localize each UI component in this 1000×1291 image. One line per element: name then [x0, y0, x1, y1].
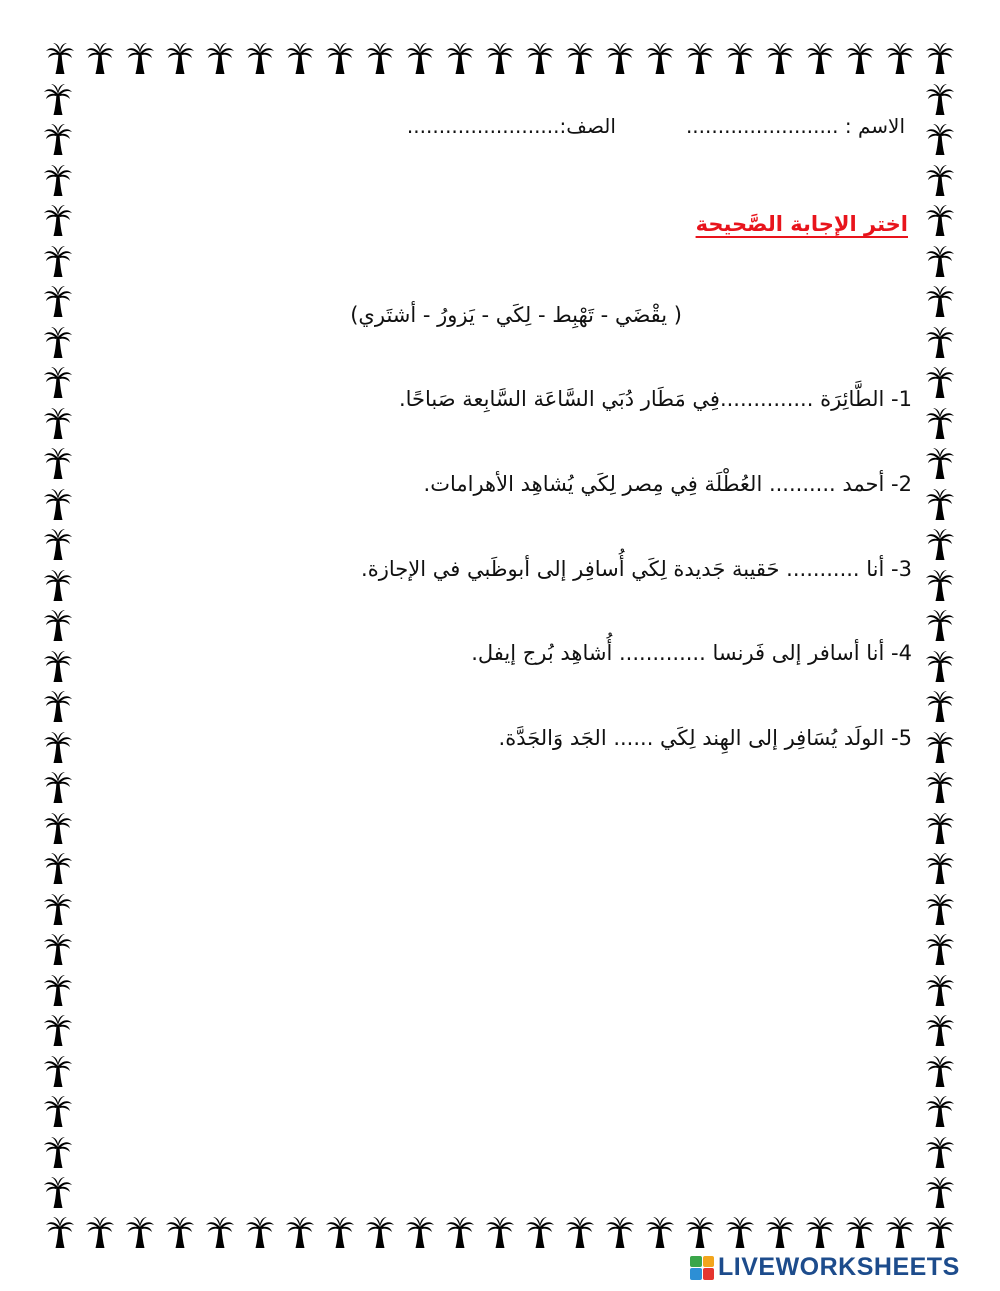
palm-tree-icon	[885, 1215, 915, 1249]
palm-tree-icon	[125, 1215, 155, 1249]
palm-tree-icon	[925, 649, 955, 683]
palm-tree-icon	[925, 325, 955, 359]
palm-tree-icon	[925, 365, 955, 399]
palm-tree-icon	[925, 811, 955, 845]
palm-tree-icon	[925, 527, 955, 561]
palm-tree-icon	[925, 41, 955, 75]
student-info-header	[407, 114, 905, 138]
palm-tree-icon	[43, 487, 73, 521]
palm-tree-icon	[43, 1135, 73, 1169]
palm-tree-icon	[925, 284, 955, 318]
class-field-label: الصف:........................	[406, 114, 616, 138]
question-4: 4- أنا أسافر إلى فَرنسا ............. أُشاهِد بُرج إيفل.	[471, 641, 912, 665]
palm-tree-icon	[445, 41, 475, 75]
palm-tree-icon	[43, 973, 73, 1007]
palm-tree-icon	[285, 41, 315, 75]
question-3: 3- أنا ........... حَقيبة جَديدة لِكَي أُسافِر إلى أبوظَبي في الإجازة.	[361, 557, 912, 581]
palm-tree-icon	[43, 244, 73, 278]
palm-tree-icon	[43, 527, 73, 561]
palm-tree-icon	[925, 892, 955, 926]
palm-tree-icon	[645, 1215, 675, 1249]
liveworksheets-logo	[690, 1253, 960, 1282]
palm-tree-icon	[445, 1215, 475, 1249]
palm-tree-icon	[365, 1215, 395, 1249]
palm-tree-icon	[845, 41, 875, 75]
palm-tree-icon	[725, 1215, 755, 1249]
instruction-title: اختر الإجابة الصَّحيحة	[695, 212, 908, 236]
palm-tree-icon	[525, 41, 555, 75]
palm-tree-icon	[925, 487, 955, 521]
palm-tree-icon	[925, 851, 955, 885]
palm-tree-icon	[925, 932, 955, 966]
palm-tree-icon	[43, 284, 73, 318]
palm-tree-icon	[925, 1215, 955, 1249]
palm-tree-icon	[165, 1215, 195, 1249]
palm-tree-icon	[43, 1094, 73, 1128]
palm-tree-icon	[685, 41, 715, 75]
palm-tree-icon	[805, 41, 835, 75]
palm-tree-icon	[925, 608, 955, 642]
palm-tree-icon	[325, 1215, 355, 1249]
palm-tree-icon	[43, 446, 73, 480]
palm-tree-icon	[925, 689, 955, 723]
palm-tree-icon	[925, 1013, 955, 1047]
question-5: 5- الولَد يُسَافِر إلى الهِند لِكَي ...... الجَد وَالجَدَّة.	[498, 726, 912, 750]
palm-tree-icon	[43, 851, 73, 885]
palm-tree-icon	[43, 811, 73, 845]
palm-tree-icon	[725, 41, 755, 75]
palm-tree-icon	[765, 1215, 795, 1249]
palm-tree-icon	[43, 568, 73, 602]
live-badge-icon	[690, 1256, 714, 1280]
palm-tree-icon	[365, 41, 395, 75]
palm-tree-icon	[925, 1094, 955, 1128]
name-field-label: الاسم : ........................	[685, 114, 905, 138]
palm-tree-icon	[925, 82, 955, 116]
palm-tree-icon	[525, 1215, 555, 1249]
palm-tree-icon	[845, 1215, 875, 1249]
palm-tree-icon	[43, 770, 73, 804]
palm-tree-icon	[125, 41, 155, 75]
palm-tree-icon	[43, 608, 73, 642]
palm-tree-icon	[43, 1175, 73, 1209]
palm-tree-icon	[685, 1215, 715, 1249]
palm-tree-icon	[285, 1215, 315, 1249]
palm-tree-icon	[43, 1013, 73, 1047]
palm-tree-icon	[605, 1215, 635, 1249]
palm-tree-icon	[43, 163, 73, 197]
palm-tree-icon	[325, 41, 355, 75]
palm-tree-icon	[43, 892, 73, 926]
palm-tree-icon	[205, 1215, 235, 1249]
palm-tree-icon	[485, 41, 515, 75]
palm-tree-icon	[405, 41, 435, 75]
question-1: 1- الطَّائِرَة ..............فِي مَطَار دُبَي السَّاعَة السَّابِعة صَباحًا.	[398, 387, 912, 411]
palm-tree-icon	[605, 41, 635, 75]
palm-tree-icon	[43, 406, 73, 440]
question-2: 2- أحمد .......... العُطْلَة فِي مِصر لِكَي يُشاهِد الأهرامات.	[423, 472, 912, 496]
palm-tree-icon	[925, 568, 955, 602]
palm-tree-icon	[43, 122, 73, 156]
palm-tree-icon	[565, 1215, 595, 1249]
palm-tree-icon	[925, 122, 955, 156]
palm-tree-icon	[925, 730, 955, 764]
palm-tree-icon	[165, 41, 195, 75]
palm-tree-icon	[925, 770, 955, 804]
palm-tree-icon	[805, 1215, 835, 1249]
palm-tree-icon	[565, 41, 595, 75]
palm-tree-icon	[45, 41, 75, 75]
palm-tree-icon	[43, 730, 73, 764]
palm-tree-icon	[85, 41, 115, 75]
palm-tree-icon	[925, 406, 955, 440]
palm-tree-icon	[925, 1135, 955, 1169]
palm-tree-icon	[43, 325, 73, 359]
palm-tree-icon	[43, 932, 73, 966]
palm-tree-icon	[925, 1175, 955, 1209]
palm-tree-icon	[205, 41, 235, 75]
palm-tree-icon	[43, 649, 73, 683]
palm-tree-icon	[43, 689, 73, 723]
palm-tree-icon	[405, 1215, 435, 1249]
palm-tree-icon	[925, 973, 955, 1007]
palm-tree-icon	[245, 1215, 275, 1249]
word-bank: ( يقْضَي - تَهْبِط - لِكَي - يَزورُ - أشتَري)	[350, 303, 682, 327]
palm-tree-icon	[43, 203, 73, 237]
palm-tree-icon	[925, 203, 955, 237]
palm-tree-icon	[885, 41, 915, 75]
palm-tree-icon	[43, 1054, 73, 1088]
palm-tree-icon	[485, 1215, 515, 1249]
palm-tree-icon	[765, 41, 795, 75]
palm-tree-icon	[85, 1215, 115, 1249]
palm-tree-icon	[245, 41, 275, 75]
palm-tree-icon	[43, 365, 73, 399]
palm-tree-icon	[45, 1215, 75, 1249]
palm-tree-icon	[925, 244, 955, 278]
palm-tree-icon	[925, 163, 955, 197]
palm-tree-icon	[925, 446, 955, 480]
palm-tree-icon	[645, 41, 675, 75]
brand-name: LIVEWORKSHEETS	[718, 1253, 960, 1281]
palm-tree-icon	[43, 82, 73, 116]
palm-tree-icon	[925, 1054, 955, 1088]
